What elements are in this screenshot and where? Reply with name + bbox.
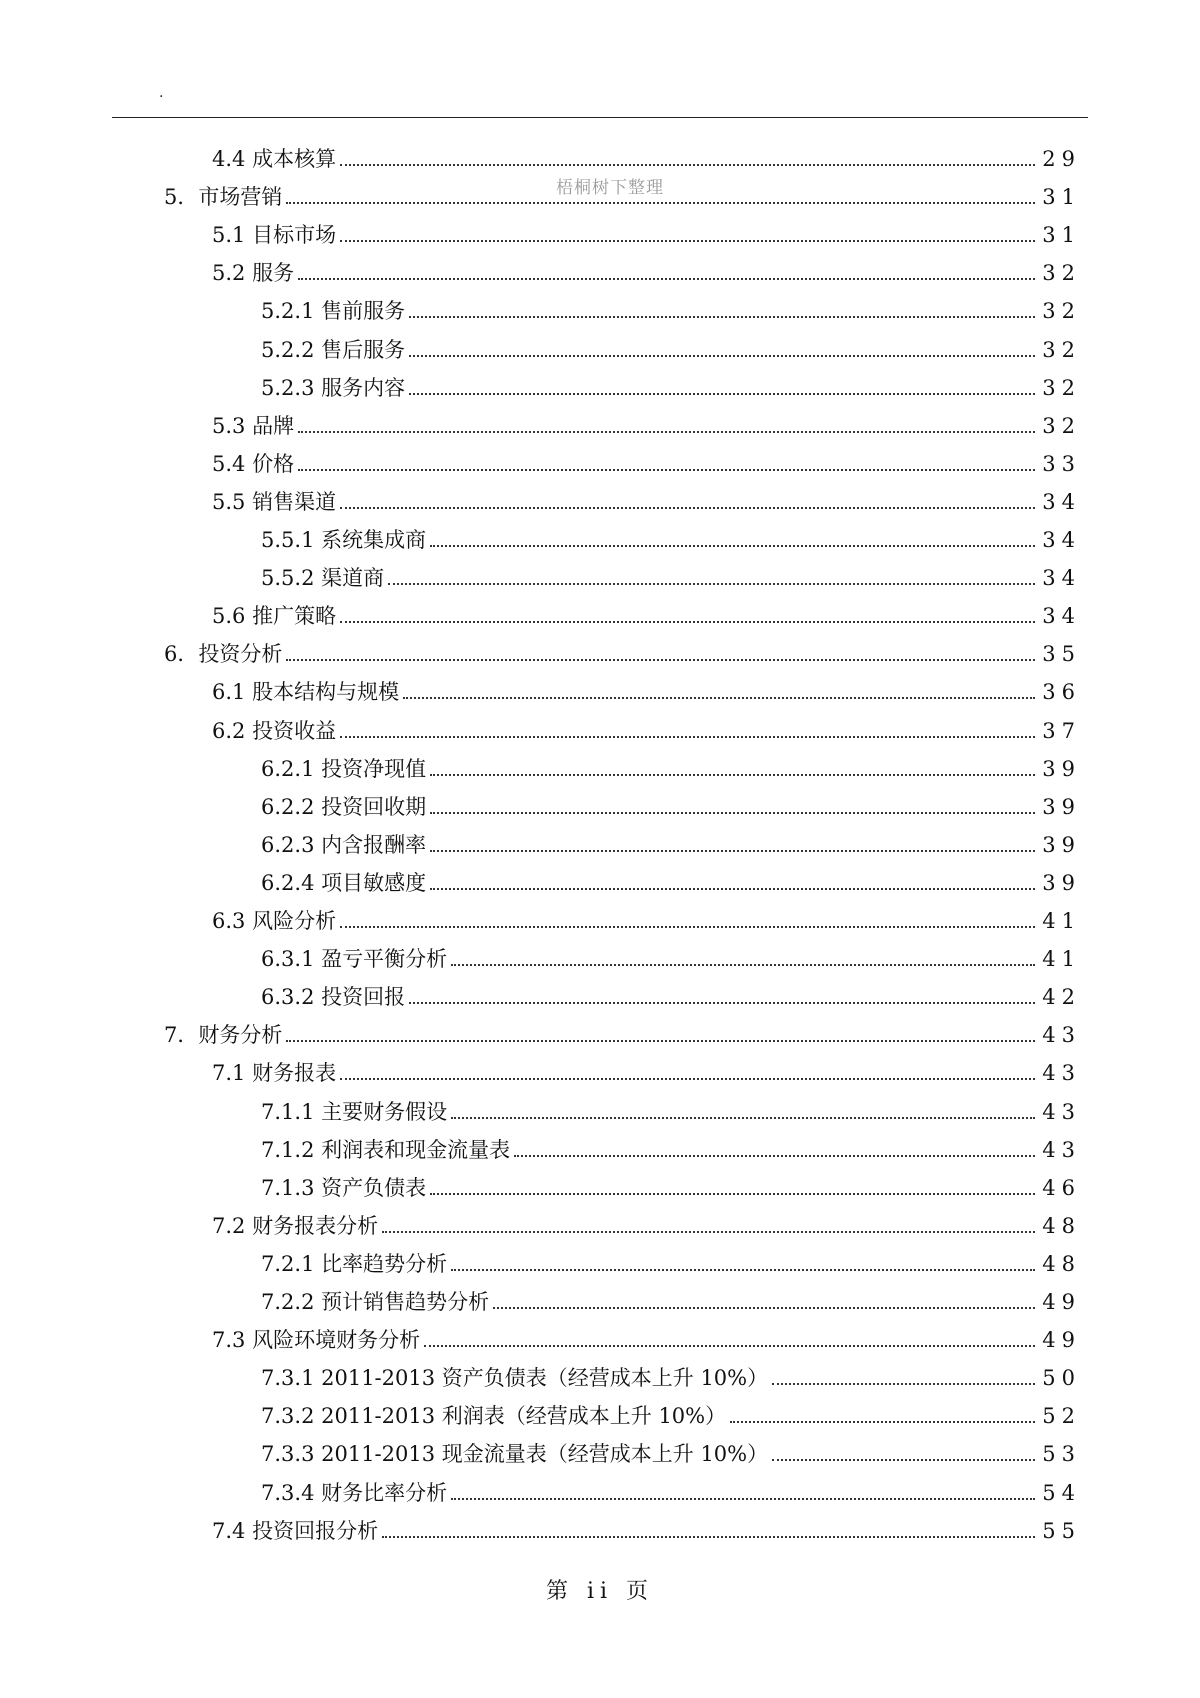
- toc-entry[interactable]: [261, 520, 1081, 554]
- toc-entry-page: 53: [1042, 1442, 1081, 1467]
- toc-entry-title: 7.3.4 财务比率分析: [261, 1480, 448, 1505]
- toc-leader-dots: [493, 1307, 1035, 1309]
- toc-entry[interactable]: [212, 482, 1081, 516]
- toc-entry-page: 39: [1042, 832, 1081, 857]
- toc-leader-dots: [430, 1193, 1035, 1195]
- toc-entry-title: 5.2 服务: [212, 261, 295, 286]
- toc-entry[interactable]: [212, 406, 1081, 440]
- toc-leader-dots: [730, 1421, 1035, 1423]
- toc-leader-dots: [286, 202, 1035, 204]
- toc-entry-title: 5.5 销售渠道: [212, 489, 337, 514]
- toc-entry-title: 7．财务分析: [164, 1023, 283, 1048]
- toc-leader-dots: [430, 888, 1035, 890]
- toc-leader-dots: [382, 1231, 1035, 1233]
- toc-entry-page: 32: [1042, 337, 1081, 362]
- toc-entry-page: 42: [1042, 985, 1081, 1010]
- toc-entry-page: 39: [1042, 756, 1081, 781]
- toc-leader-dots: [298, 431, 1035, 433]
- toc-entry-page: 43: [1042, 1137, 1081, 1162]
- toc-entry-page: 54: [1042, 1480, 1081, 1505]
- toc-entry-title: 5.5.1 系统集成商: [261, 528, 427, 552]
- toc-leader-dots: [403, 697, 1035, 699]
- toc-entry-title: 7.2 财务报表分析: [212, 1213, 379, 1238]
- toc-entry-page: 43: [1042, 1023, 1081, 1048]
- toc-entry-page: 33: [1042, 451, 1081, 476]
- toc-entry-title: 5.3 品牌: [212, 413, 295, 438]
- toc-entry-page: 50: [1042, 1366, 1081, 1391]
- toc-entry-page: 32: [1042, 375, 1081, 400]
- toc-entry-page: 32: [1042, 261, 1081, 286]
- toc-entry-title: 6．投资分析: [164, 642, 283, 667]
- header-mark: .: [159, 85, 164, 101]
- toc-entry[interactable]: [212, 444, 1081, 478]
- toc-entry[interactable]: [212, 1511, 1081, 1545]
- toc-leader-dots: [388, 583, 1035, 585]
- toc-entry-title: 7.1.1 主要财务假设: [261, 1099, 448, 1124]
- header-rule: [112, 117, 1088, 118]
- toc-entry-title: 7.1 财务报表: [212, 1061, 337, 1086]
- toc-entry-page: 41: [1042, 909, 1081, 933]
- toc-leader-dots: [451, 964, 1035, 966]
- toc-entry-title: 7.2.2 预计销售趋势分析: [261, 1290, 490, 1314]
- toc-entry-title: 5.2.1 售前服务: [261, 299, 406, 324]
- toc-entry-page: 32: [1042, 413, 1081, 438]
- toc-leader-dots: [340, 926, 1035, 928]
- toc-entry[interactable]: [261, 1434, 1081, 1468]
- toc-leader-dots: [340, 1078, 1035, 1080]
- toc-entry[interactable]: [261, 1282, 1081, 1316]
- toc-entry-title: 6.3.1 盈亏平衡分析: [261, 947, 448, 972]
- toc-entry[interactable]: [261, 977, 1081, 1011]
- toc-entry[interactable]: [261, 330, 1081, 364]
- toc-entry[interactable]: [212, 253, 1081, 287]
- toc-entry-title: 5．市场营销: [164, 185, 283, 210]
- toc-entry-title: 4.4 成本核算: [212, 147, 337, 171]
- toc-entry-title: 7.1.2 利润表和现金流量表: [261, 1137, 511, 1162]
- toc-entry[interactable]: [261, 558, 1081, 592]
- toc-entry-title: 5.6 推广策略: [212, 604, 337, 629]
- toc-entry-title: 6.1 股本结构与规模: [212, 680, 400, 705]
- toc-entry-title: 7.3.2 2011-2013 利润表（经营成本上升 10%）: [261, 1404, 727, 1429]
- toc-entry-page: 43: [1042, 1099, 1081, 1124]
- toc-entry-page: 34: [1042, 489, 1081, 514]
- toc-entry[interactable]: [212, 215, 1081, 249]
- toc-leader-dots: [430, 850, 1035, 852]
- toc-entry-title: 6.2.2 投资回收期: [261, 794, 427, 819]
- toc-leader-dots: [340, 621, 1035, 623]
- toc-leader-dots: [424, 1345, 1035, 1347]
- toc-leader-dots: [430, 774, 1035, 776]
- toc-entry[interactable]: [261, 1168, 1081, 1202]
- toc-leader-dots: [286, 659, 1035, 661]
- toc-leader-dots: [298, 469, 1035, 471]
- toc-entry-page: 31: [1042, 185, 1081, 210]
- toc-leader-dots: [772, 1459, 1035, 1461]
- toc-entry[interactable]: [261, 939, 1081, 973]
- toc-entry-title: 6.2.1 投资净现值: [261, 756, 427, 781]
- toc-leader-dots: [382, 1536, 1035, 1538]
- page-number: 第 ii 页: [545, 1579, 655, 1604]
- toc-entry[interactable]: [261, 1473, 1081, 1507]
- toc-entry-page: 49: [1042, 1328, 1081, 1353]
- toc-entry-page: 43: [1042, 1061, 1081, 1086]
- toc-entry-title: 6.2.3 内含报酬率: [261, 832, 427, 857]
- toc-entry[interactable]: [261, 825, 1081, 859]
- toc-entry[interactable]: [261, 1396, 1081, 1430]
- watermark: 梧桐树下整理: [556, 178, 664, 198]
- toc-entry-page: 48: [1042, 1213, 1081, 1238]
- toc-entry-title: 5.2.2 售后服务: [261, 337, 406, 362]
- toc-entry-title: 7.3 风险环境财务分析: [212, 1328, 421, 1353]
- toc-entry-title: 7.3.1 2011-2013 资产负债表（经营成本上升 10%）: [261, 1366, 769, 1391]
- toc-entry[interactable]: [261, 368, 1081, 402]
- toc-entry-title: 5.4 价格: [212, 451, 295, 476]
- toc-entry[interactable]: [212, 1320, 1081, 1354]
- toc-entry-title: 6.3 风险分析: [212, 909, 337, 933]
- toc-entry[interactable]: [261, 1092, 1081, 1126]
- toc-entry-title: 6.3.2 投资回报: [261, 985, 406, 1010]
- toc-entry[interactable]: [164, 1015, 1081, 1049]
- toc-entry-page: 32: [1042, 299, 1081, 324]
- toc-entry-title: 5.2.3 服务内容: [261, 375, 406, 400]
- toc-entry[interactable]: [164, 177, 1081, 211]
- toc-leader-dots: [340, 240, 1035, 242]
- toc-entry[interactable]: [261, 787, 1081, 821]
- toc-leader-dots: [340, 164, 1035, 166]
- toc-leader-dots: [298, 278, 1035, 280]
- toc-entry-page: 52: [1042, 1404, 1081, 1429]
- toc-leader-dots: [772, 1383, 1035, 1385]
- toc-entry[interactable]: [261, 1130, 1081, 1164]
- toc-entry-page: 48: [1042, 1251, 1081, 1276]
- toc-entry-page: 49: [1042, 1290, 1081, 1314]
- toc-leader-dots: [430, 812, 1035, 814]
- toc-leader-dots: [409, 316, 1035, 318]
- toc-entry-title: 7.4 投资回报分析: [212, 1518, 379, 1543]
- toc-leader-dots: [409, 1002, 1035, 1004]
- toc-entry-title: 7.3.3 2011-2013 现金流量表（经营成本上升 10%）: [261, 1442, 769, 1467]
- toc-entry[interactable]: [261, 291, 1081, 325]
- toc-entry-page: 41: [1042, 947, 1081, 972]
- toc-leader-dots: [430, 545, 1035, 547]
- toc-entry-page: 37: [1042, 718, 1081, 743]
- toc-entry[interactable]: [261, 863, 1081, 897]
- toc-entry-page: 39: [1042, 794, 1081, 819]
- toc-leader-dots: [409, 355, 1035, 357]
- toc-entry[interactable]: [212, 1053, 1081, 1087]
- toc-entry-page: 35: [1042, 642, 1081, 667]
- toc-leader-dots: [514, 1155, 1035, 1157]
- toc-entry[interactable]: [261, 749, 1081, 783]
- toc-entry-title: 5.1 目标市场: [212, 223, 337, 248]
- toc-entry-page: 34: [1042, 566, 1081, 591]
- toc-entry-page: 55: [1042, 1518, 1081, 1543]
- toc-leader-dots: [340, 507, 1035, 509]
- toc-leader-dots: [451, 1269, 1035, 1271]
- toc-entry[interactable]: [212, 139, 1081, 173]
- toc-entry-page: 31: [1042, 223, 1081, 248]
- toc-entry[interactable]: [212, 672, 1081, 706]
- toc-entry[interactable]: [212, 901, 1081, 935]
- toc-leader-dots: [451, 1498, 1035, 1500]
- toc-entry-title: 7.2.1 比率趋势分析: [261, 1251, 448, 1276]
- toc-entry[interactable]: [212, 1206, 1081, 1240]
- toc-entry-page: 29: [1042, 147, 1081, 171]
- toc-entry-title: 6.2 投资收益: [212, 718, 337, 743]
- toc-entry-page: 34: [1042, 604, 1081, 629]
- toc-entry[interactable]: [212, 596, 1081, 630]
- toc-entry-page: 39: [1042, 870, 1081, 895]
- toc-entry[interactable]: [261, 1358, 1081, 1392]
- toc-entry-title: 6.2.4 项目敏感度: [261, 870, 427, 895]
- toc-leader-dots: [409, 393, 1035, 395]
- toc-entry-page: 34: [1042, 528, 1081, 552]
- toc-entry-page: 36: [1042, 680, 1081, 705]
- toc-entry[interactable]: [212, 711, 1081, 745]
- toc-leader-dots: [451, 1117, 1035, 1119]
- toc-entry-page: 46: [1042, 1175, 1081, 1200]
- toc-entry-title: 7.1.3 资产负债表: [261, 1175, 427, 1200]
- toc-entry[interactable]: [164, 634, 1081, 668]
- toc-entry-title: 5.5.2 渠道商: [261, 566, 385, 591]
- toc-leader-dots: [286, 1040, 1035, 1042]
- toc-entry[interactable]: [261, 1244, 1081, 1278]
- toc-leader-dots: [340, 736, 1035, 738]
